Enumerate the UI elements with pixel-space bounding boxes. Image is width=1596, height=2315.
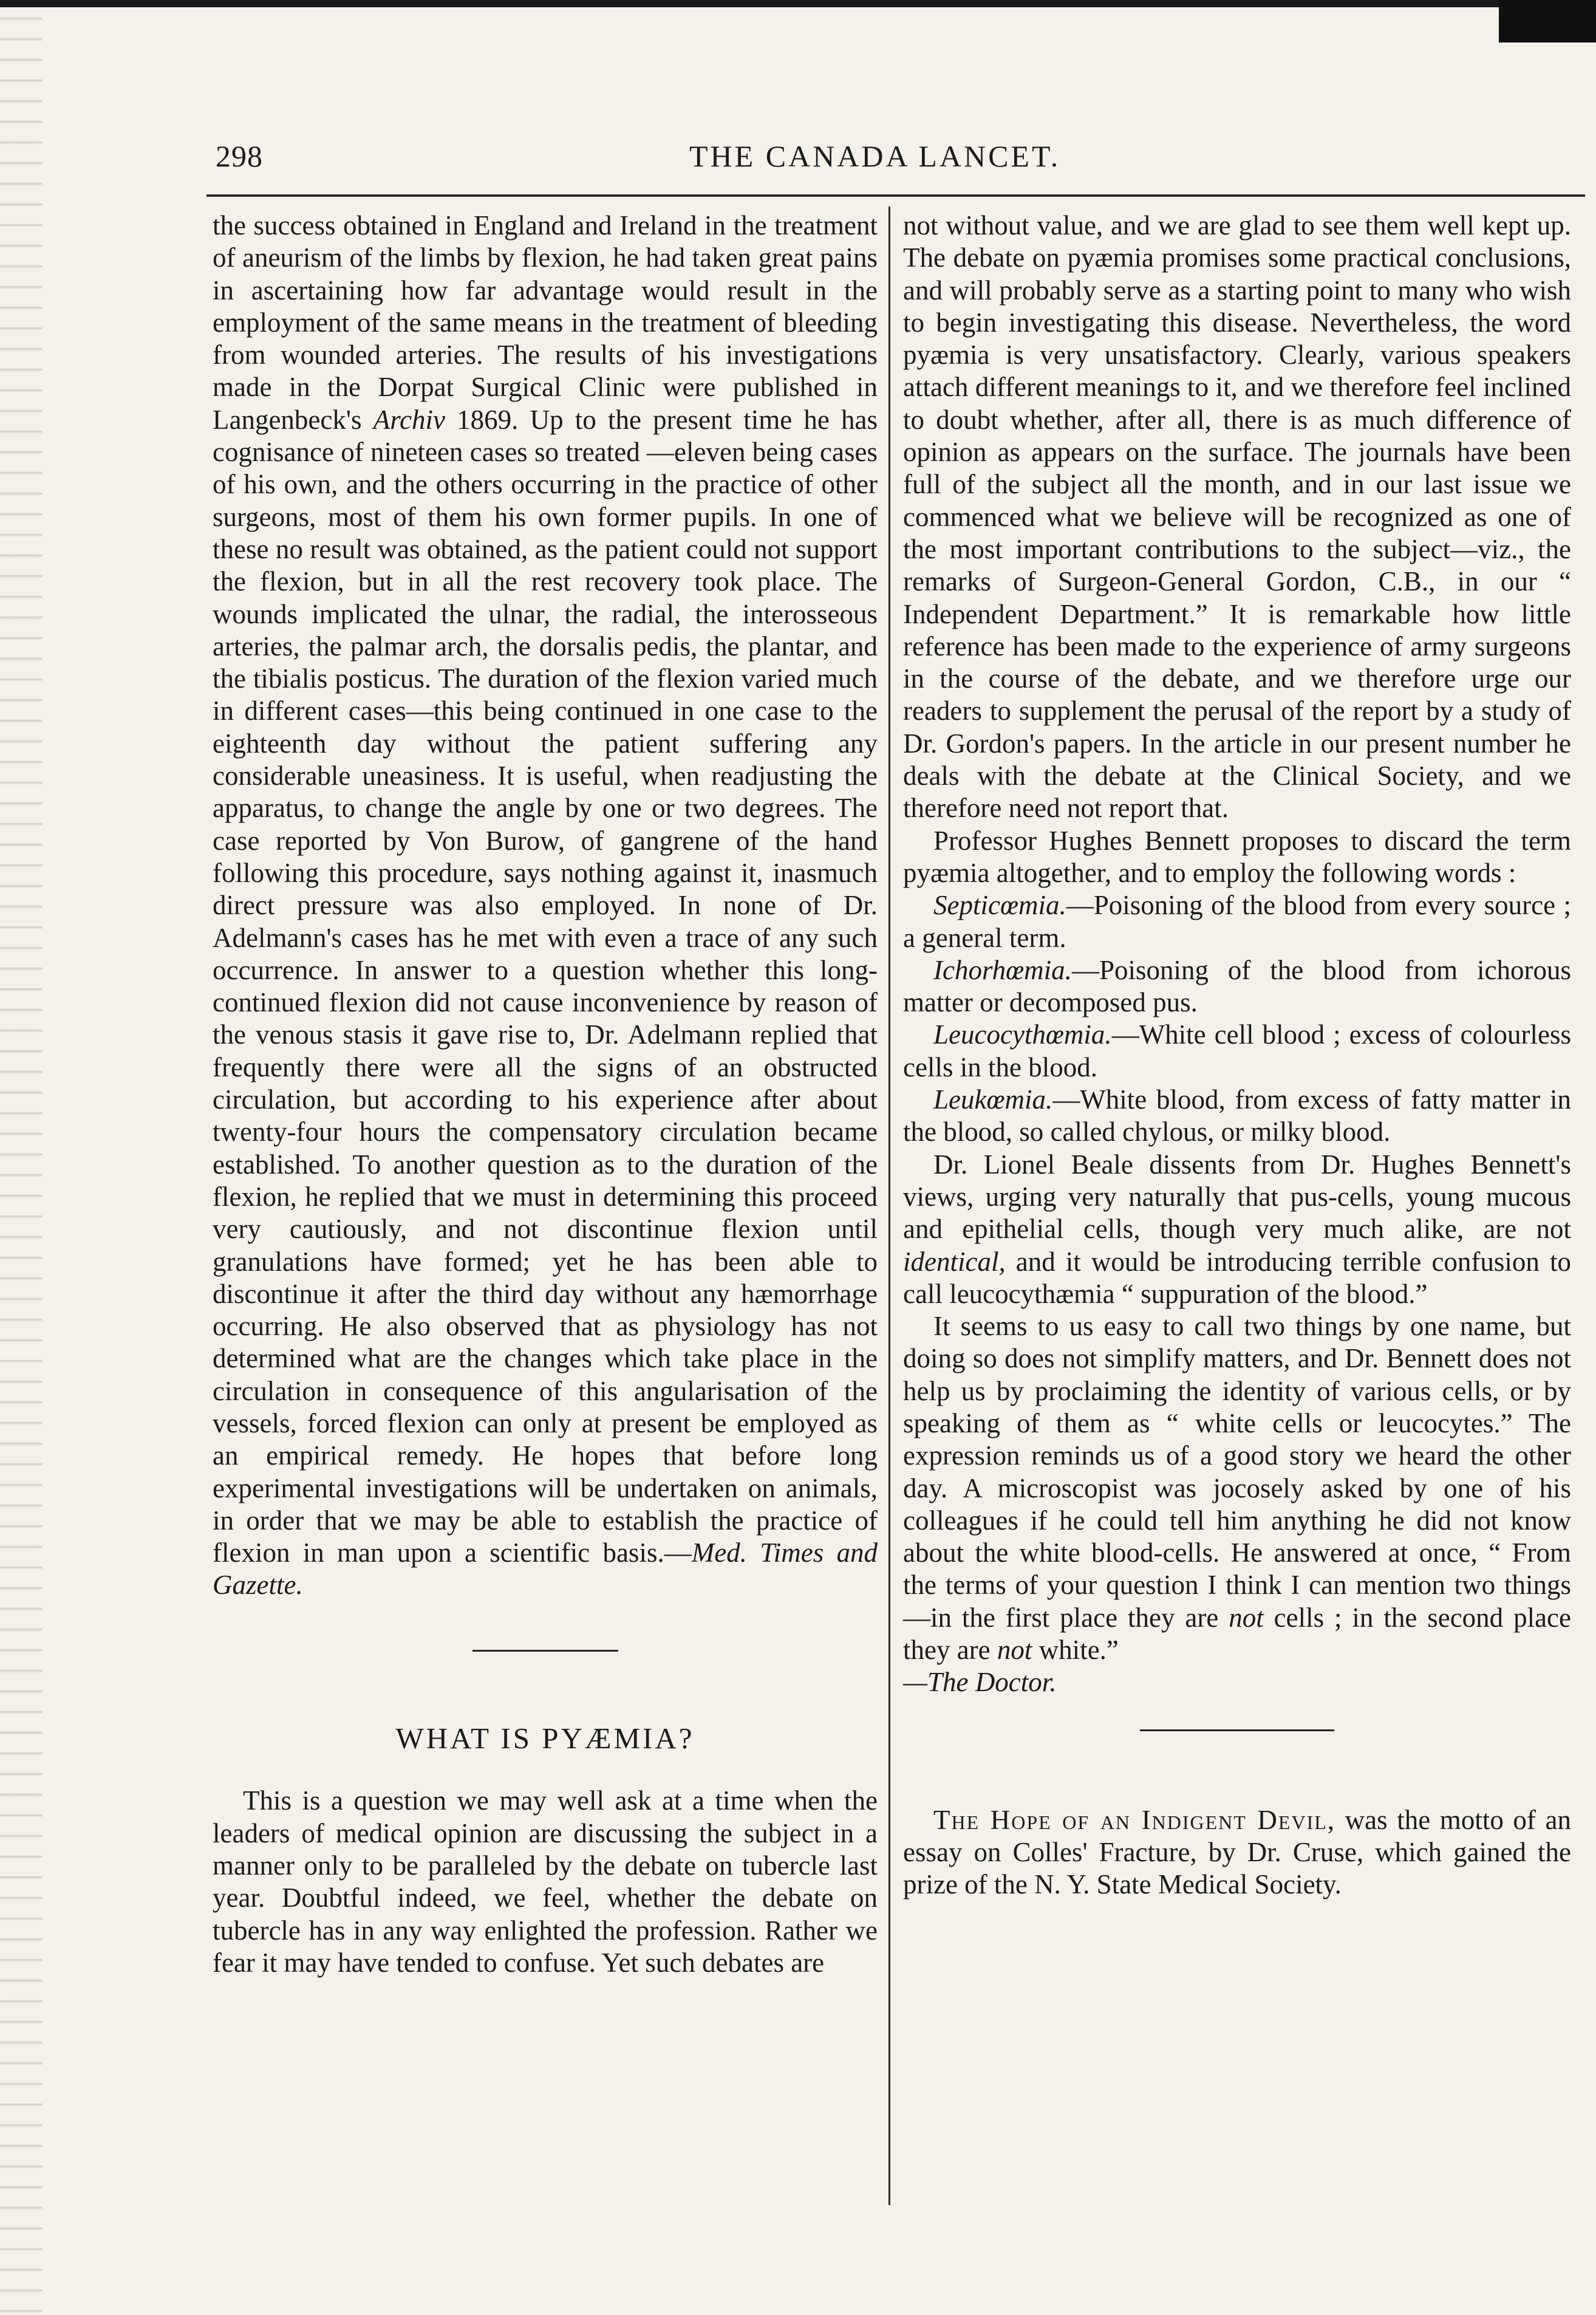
section-rule [1140,1729,1334,1731]
notice-text: was the motto of an essay on Colles' Fracture, by Dr. Cruse, which gained the prize of the N. Y. State Medical Society. [903,1804,1571,1900]
identical-italic: identical, [903,1246,1006,1277]
definition-term: Ichorhœmia. [933,954,1072,985]
debate-paragraph: not without value, and we are glad to see them well kept up. The debate on pyæmia promises some practical conclusions, and will probably serve as a starting point to many who wish to begin investigating this disease. Nevertheless, the word pyæmia is very unsatisfactory. Clearly, various speakers attach different meanings to it, and we therefore feel inclined to doubt whether, after all, there is as much difference of opinion as appears on the surface. The journals have been full of the subject all the month, and in our last issue we commenced what we believe will be recognized as one of the most important contributions to the subject—viz., the remarks of Surgeon-General Gordon, C.B., in our “ Independent Department.” It is remarkable how little reference has been made to the experience of army surgeons in the course of the debate, and we therefore urge our readers to supplement the perusal of the report by a study of Dr. Gordon's papers. In the article in our present number he deals with the debate at the Clinical Society, and we therefore need not report that. [903,210,1571,824]
story-text: It seems to us easy to call two things by one name, but doing so does not simplify matters, and Dr. Bennett does not help us by proclaiming the identity of various cells, or by speaking of them as “ white cells or leucocytes.” The expression reminds us of a good story we heard the other day. A microscopist was jocosely asked by one of his colleagues if he could tell him anything he did not know about the white blood-cells. He answered at once, “ From the terms of your question I think I can mention two things—in the first place they are [903,1311,1571,1633]
section-heading: WHAT IS PYÆMIA? [395,1722,695,1756]
story-paragraph [903,1310,1571,1699]
definition-text: —Poisoning of the blood from ichorous matter or decomposed pus. [903,954,1571,1018]
definition-text: —White cell blood ; excess of colourless cells in the blood. [903,1019,1571,1082]
notice-paragraph [903,1804,1571,1901]
not-italic: not [1229,1602,1264,1633]
beale-paragraph [903,1149,1571,1310]
header-rule [206,194,1585,197]
story-source: —The Doctor. [903,1667,1057,1698]
beale-text: Dr. Lionel Beale dissents from Dr. Hughes Bennett's views, urging very naturally that pus-cells, young mucous and epithelial cells, though very much alike, are not [903,1149,1571,1245]
definition-item [903,954,1571,1019]
pyaemia-paragraph: This is a question we may well ask at a time when the leaders of medical opinion are discussing the subject in a manner only to be paralleled by the debate on tubercle last year. Doubtful indeed, we feel, whether the debate on tubercle has in any way enlighted the profession. Rather we fear it may have tended to confuse. Yet such debates are [213,1785,878,1978]
story-text-cont: cells ; in the second place they are [903,1602,1572,1666]
archiv-italic: Archiv [373,404,445,435]
story-text-end: white.” [1038,1635,1119,1666]
journal-title: THE CANADA LANCET. [689,139,1061,173]
definition-term: Leucocythœmia. [933,1019,1112,1050]
definition-term: Septicœmia. [933,890,1066,921]
not-italic: not [997,1635,1032,1666]
flexion-article-text-cont: 1869. Up to the present time he has cognisance of nineteen cases so treated —eleven being cases of his own, and the others occurring in the practice of other surgeons, most of them his own former pupils. In one of these no result was obtained, as the patient could not support the flexion, but in all the rest recovery took place. The wounds implicated the ulnar, the radial, the interosseous arteries, the palmar arch, the dorsalis pedis, the plantar, and the tibialis posticus. The duration of the flexion varied much in different cases—this being continued in one case to the eighteenth day without the patient suffering any considerable uneasiness. It is useful, when readjusting the apparatus, to change the angle by one or two degrees. The case reported by Von Burow, of gangrene of the hand following this procedure, says nothing against it, inasmuch direct pressure was also employed. In none of Dr. Adelmann's cases has he met with even a trace of any such occurrence. In answer to a question whether this long-continued flexion did not cause inconvenience by reason of the venous stasis it gave rise to, Dr. Adelmann replied that frequently there were all the signs of an obstructed circulation, but according to his experience after about twenty-four hours the compensatory circulation became established. To another question as to the duration of the flexion, he replied that we must in determining this proceed very cautiously, and not discontinue flexion until granulations have formed; yet he has been able to discontinue it after the third day without any hæmorrhage occurring. He also observed that as physiology has not determined what are the changes which take place in the circulation in consequence of this angularisation of the vessels, forced flexion can only at present be employed as an empirical remedy. He hopes that before long experimental investigations will be undertaken on animals, in order that we may be able to establish the practice of flexion in man upon a scientific basis.— [213,404,878,1568]
page-number: 298 [216,139,263,173]
article-source: Med. Times and Gazette. [213,1537,878,1601]
page-corner-shadow [1499,0,1596,43]
definition-item [903,889,1571,954]
top-border-rule [0,0,1596,7]
definition-term: Leukœmia. [933,1084,1053,1115]
notice-title: The Hope of an Indigent Devil, [933,1804,1336,1835]
page-header [216,138,1442,187]
column-divider [888,207,890,2205]
definition-item [903,1084,1571,1149]
ornament-line [472,1650,618,1652]
flexion-article-paragraph [213,210,878,1602]
definition-text: —Poisoning of the blood from every source ; a general term. [903,890,1571,953]
flexion-article-text: the success obtained in England and Ireland in the treatment of aneurism of the limbs by flexion, he had taken great pains in ascertaining how far advantage would result in the employment of the same means in the treatment of bleeding from wounded arteries. The results of his investigations made in the Dorpat Surgical Clinic were published in Langenbeck's [213,210,878,435]
definitions-list [903,889,1571,1148]
beale-text-cont: and it would be introducing terrible confusion to call leucocythæmia “ suppuration of the blood.” [903,1246,1571,1309]
right-column [903,210,1571,1901]
section-ornament [213,1632,878,1664]
definition-text: —White blood, from excess of fatty matter in the blood, so called chylous, or milky blood. [903,1084,1571,1147]
definition-item [903,1019,1571,1084]
page-binding-edge [0,0,43,2315]
bennett-paragraph: Professor Hughes Bennett proposes to discard the term pyæmia altogether, and to employ the following words : [903,825,1571,888]
left-column [213,210,878,1979]
